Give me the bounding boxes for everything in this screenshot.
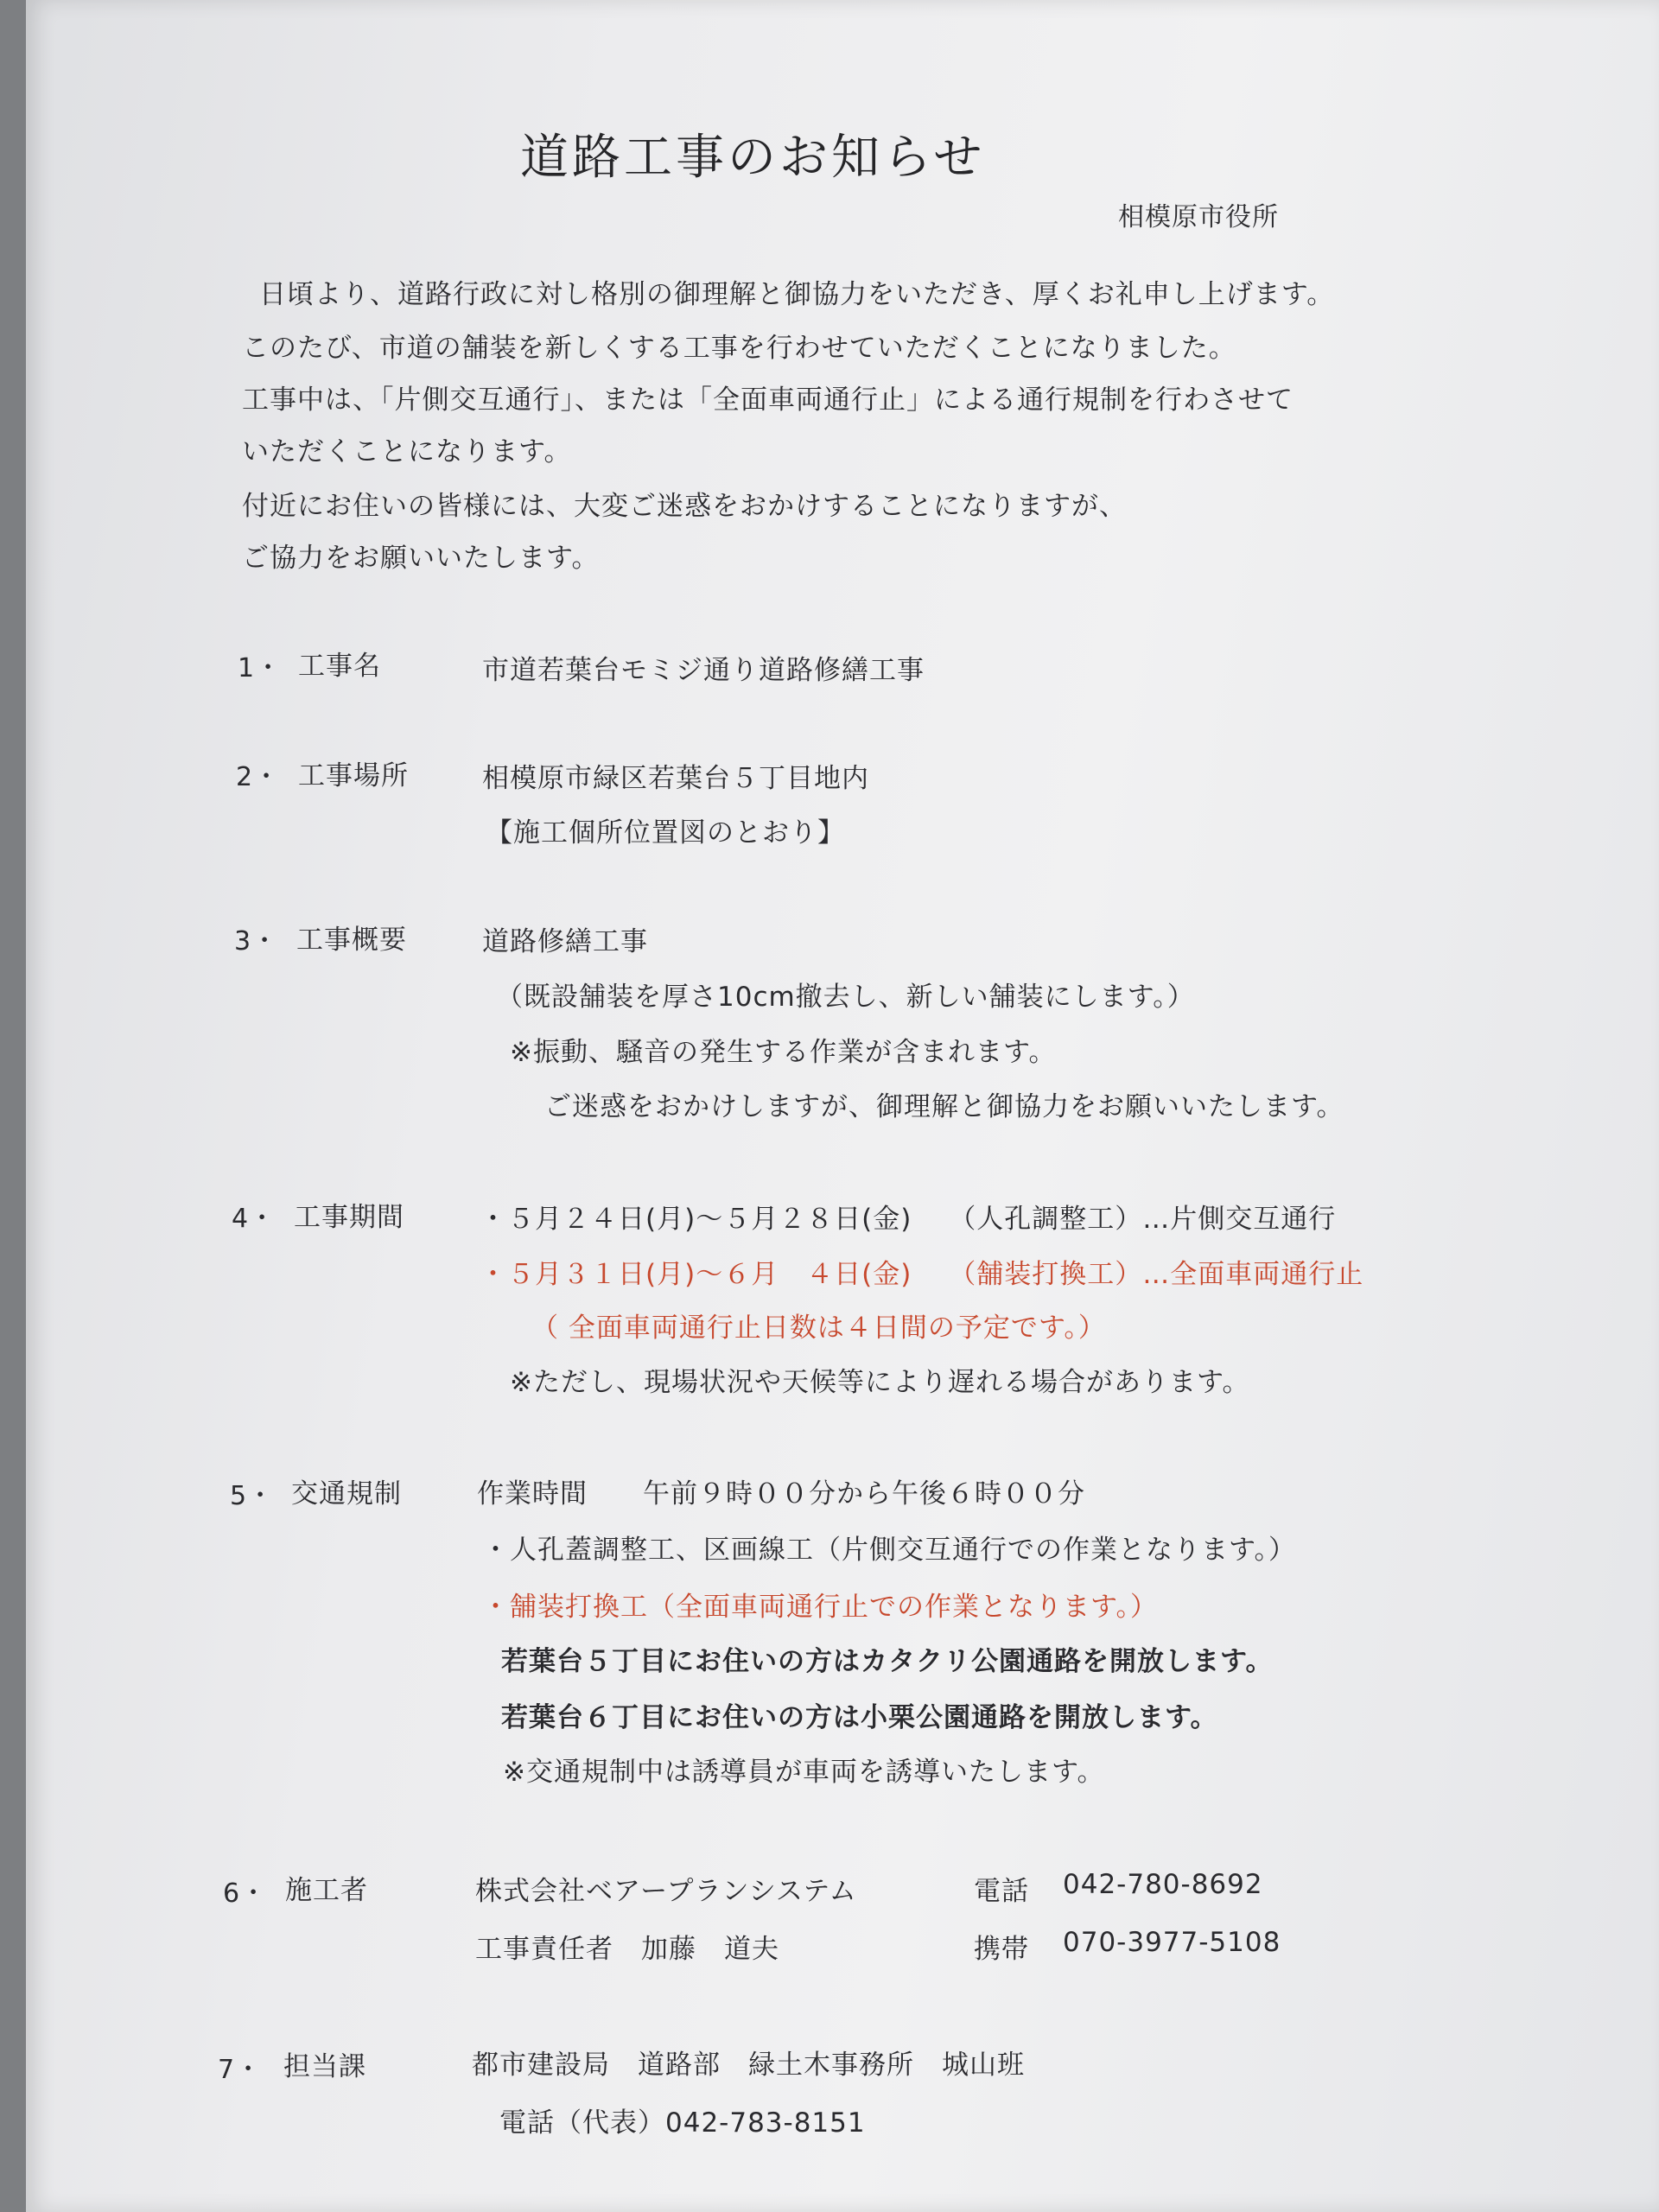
intro-line-3: 工事中は、「片側交互通行」、または「全面車両通行止」による通行規制を行わさせて: [242, 385, 1294, 416]
intro-line-1: 日頃より、道路行政に対し格別の御理解と御協力をいただき、厚くお礼申し上げます。: [259, 279, 1335, 310]
section-7-number: 7・: [218, 2055, 263, 2085]
section-7-label: 担当課: [283, 2051, 366, 2082]
section-5-access-6chome: 若葉台６丁目にお住いの方は小栗公園通路を開放します。: [501, 1702, 1218, 1733]
section-3-value-3: ※振動、騒音の発生する作業が含まれます。: [510, 1037, 1057, 1068]
section-4-period-2: ・５月３１日(月)～６月 ４日(金) （舗装打換工）…全面車両通行止: [480, 1259, 1364, 1290]
section-6-tel-label: 電話: [974, 1876, 1029, 1907]
section-6-company: 株式会社ベアープランシステム: [475, 1876, 857, 1907]
intro-line-5: 付近にお住いの皆様には、大変ご迷惑をおかけすることになりますが、: [242, 491, 1127, 522]
section-5-access-5chome: 若葉台５丁目にお住いの方はカタクリ公園通路を開放します。: [501, 1646, 1274, 1677]
section-7-tel: 電話（代表）042-783-8151: [499, 2107, 866, 2139]
section-2-value-2: 【施工個所位置図のとおり】: [486, 817, 845, 849]
section-6-mobile: 070-3977-5108: [1063, 1927, 1281, 1958]
section-1-number: 1・: [238, 653, 283, 683]
section-4-number: 4・: [232, 1204, 276, 1234]
section-6-label: 施工者: [285, 1875, 368, 1906]
section-2-label: 工事場所: [298, 760, 409, 791]
section-6-number: 6・: [223, 1878, 268, 1909]
issuer: 相模原市役所: [1118, 202, 1279, 232]
section-5-item-2: ・舗装打換工（全面車両通行止での作業となります。）: [482, 1592, 1159, 1623]
section-5-item-1: ・人孔蓋調整工、区画線工（片側交互通行での作業となります。）: [482, 1535, 1297, 1566]
section-4-note-closure-days: （ 全面車両通行止日数は４日間の予定です。）: [531, 1313, 1106, 1344]
section-6-manager: 工事責任者 加藤 道夫: [475, 1934, 779, 1965]
notice-paper: [26, 0, 1659, 2212]
page-title: 道路工事のお知らせ: [520, 130, 986, 186]
section-5-work-hours: 作業時間 午前９時００分から午後６時００分: [477, 1478, 1085, 1510]
section-1-label: 工事名: [298, 651, 381, 682]
section-2-number: 2・: [236, 762, 281, 792]
section-1-value: 市道若葉台モミジ通り道路修繕工事: [482, 655, 925, 686]
section-3-number: 3・: [234, 926, 279, 957]
intro-line-6: ご協力をお願いいたします。: [242, 543, 600, 574]
section-3-value-2: （既設舗装を厚さ10cm撤去し、新しい舗装にします。）: [496, 982, 1195, 1013]
intro-line-2: このたび、市道の舗装を新しくする工事を行わせていただくことになりました。: [242, 333, 1236, 364]
section-5-label: 交通規制: [291, 1478, 402, 1510]
section-3-label: 工事概要: [296, 925, 407, 956]
section-3-value-4: ご迷惑をおかけしますが、御理解と御協力をお願いいたします。: [544, 1091, 1344, 1122]
section-4-label: 工事期間: [294, 1202, 404, 1233]
section-7-dept: 都市建設局 道路部 緑土木事務所 城山班: [472, 2050, 1025, 2081]
section-4-period-1: ・５月２４日(月)～５月２８日(金) （人孔調整工）…片側交互通行: [480, 1204, 1337, 1235]
intro-line-4: いただくことになります。: [242, 436, 572, 467]
section-5-number: 5・: [230, 1481, 275, 1511]
section-6-mobile-label: 携帯: [974, 1934, 1029, 1965]
section-5-note-guides: ※交通規制中は誘導員が車両を誘導いたします。: [503, 1757, 1105, 1788]
section-4-note-delay: ※ただし、現場状況や天候等により遅れる場合があります。: [510, 1367, 1250, 1398]
section-2-value-1: 相模原市緑区若葉台５丁目地内: [482, 763, 869, 794]
section-6-tel: 042-780-8692: [1063, 1869, 1263, 1900]
section-3-value-1: 道路修繕工事: [482, 926, 648, 957]
